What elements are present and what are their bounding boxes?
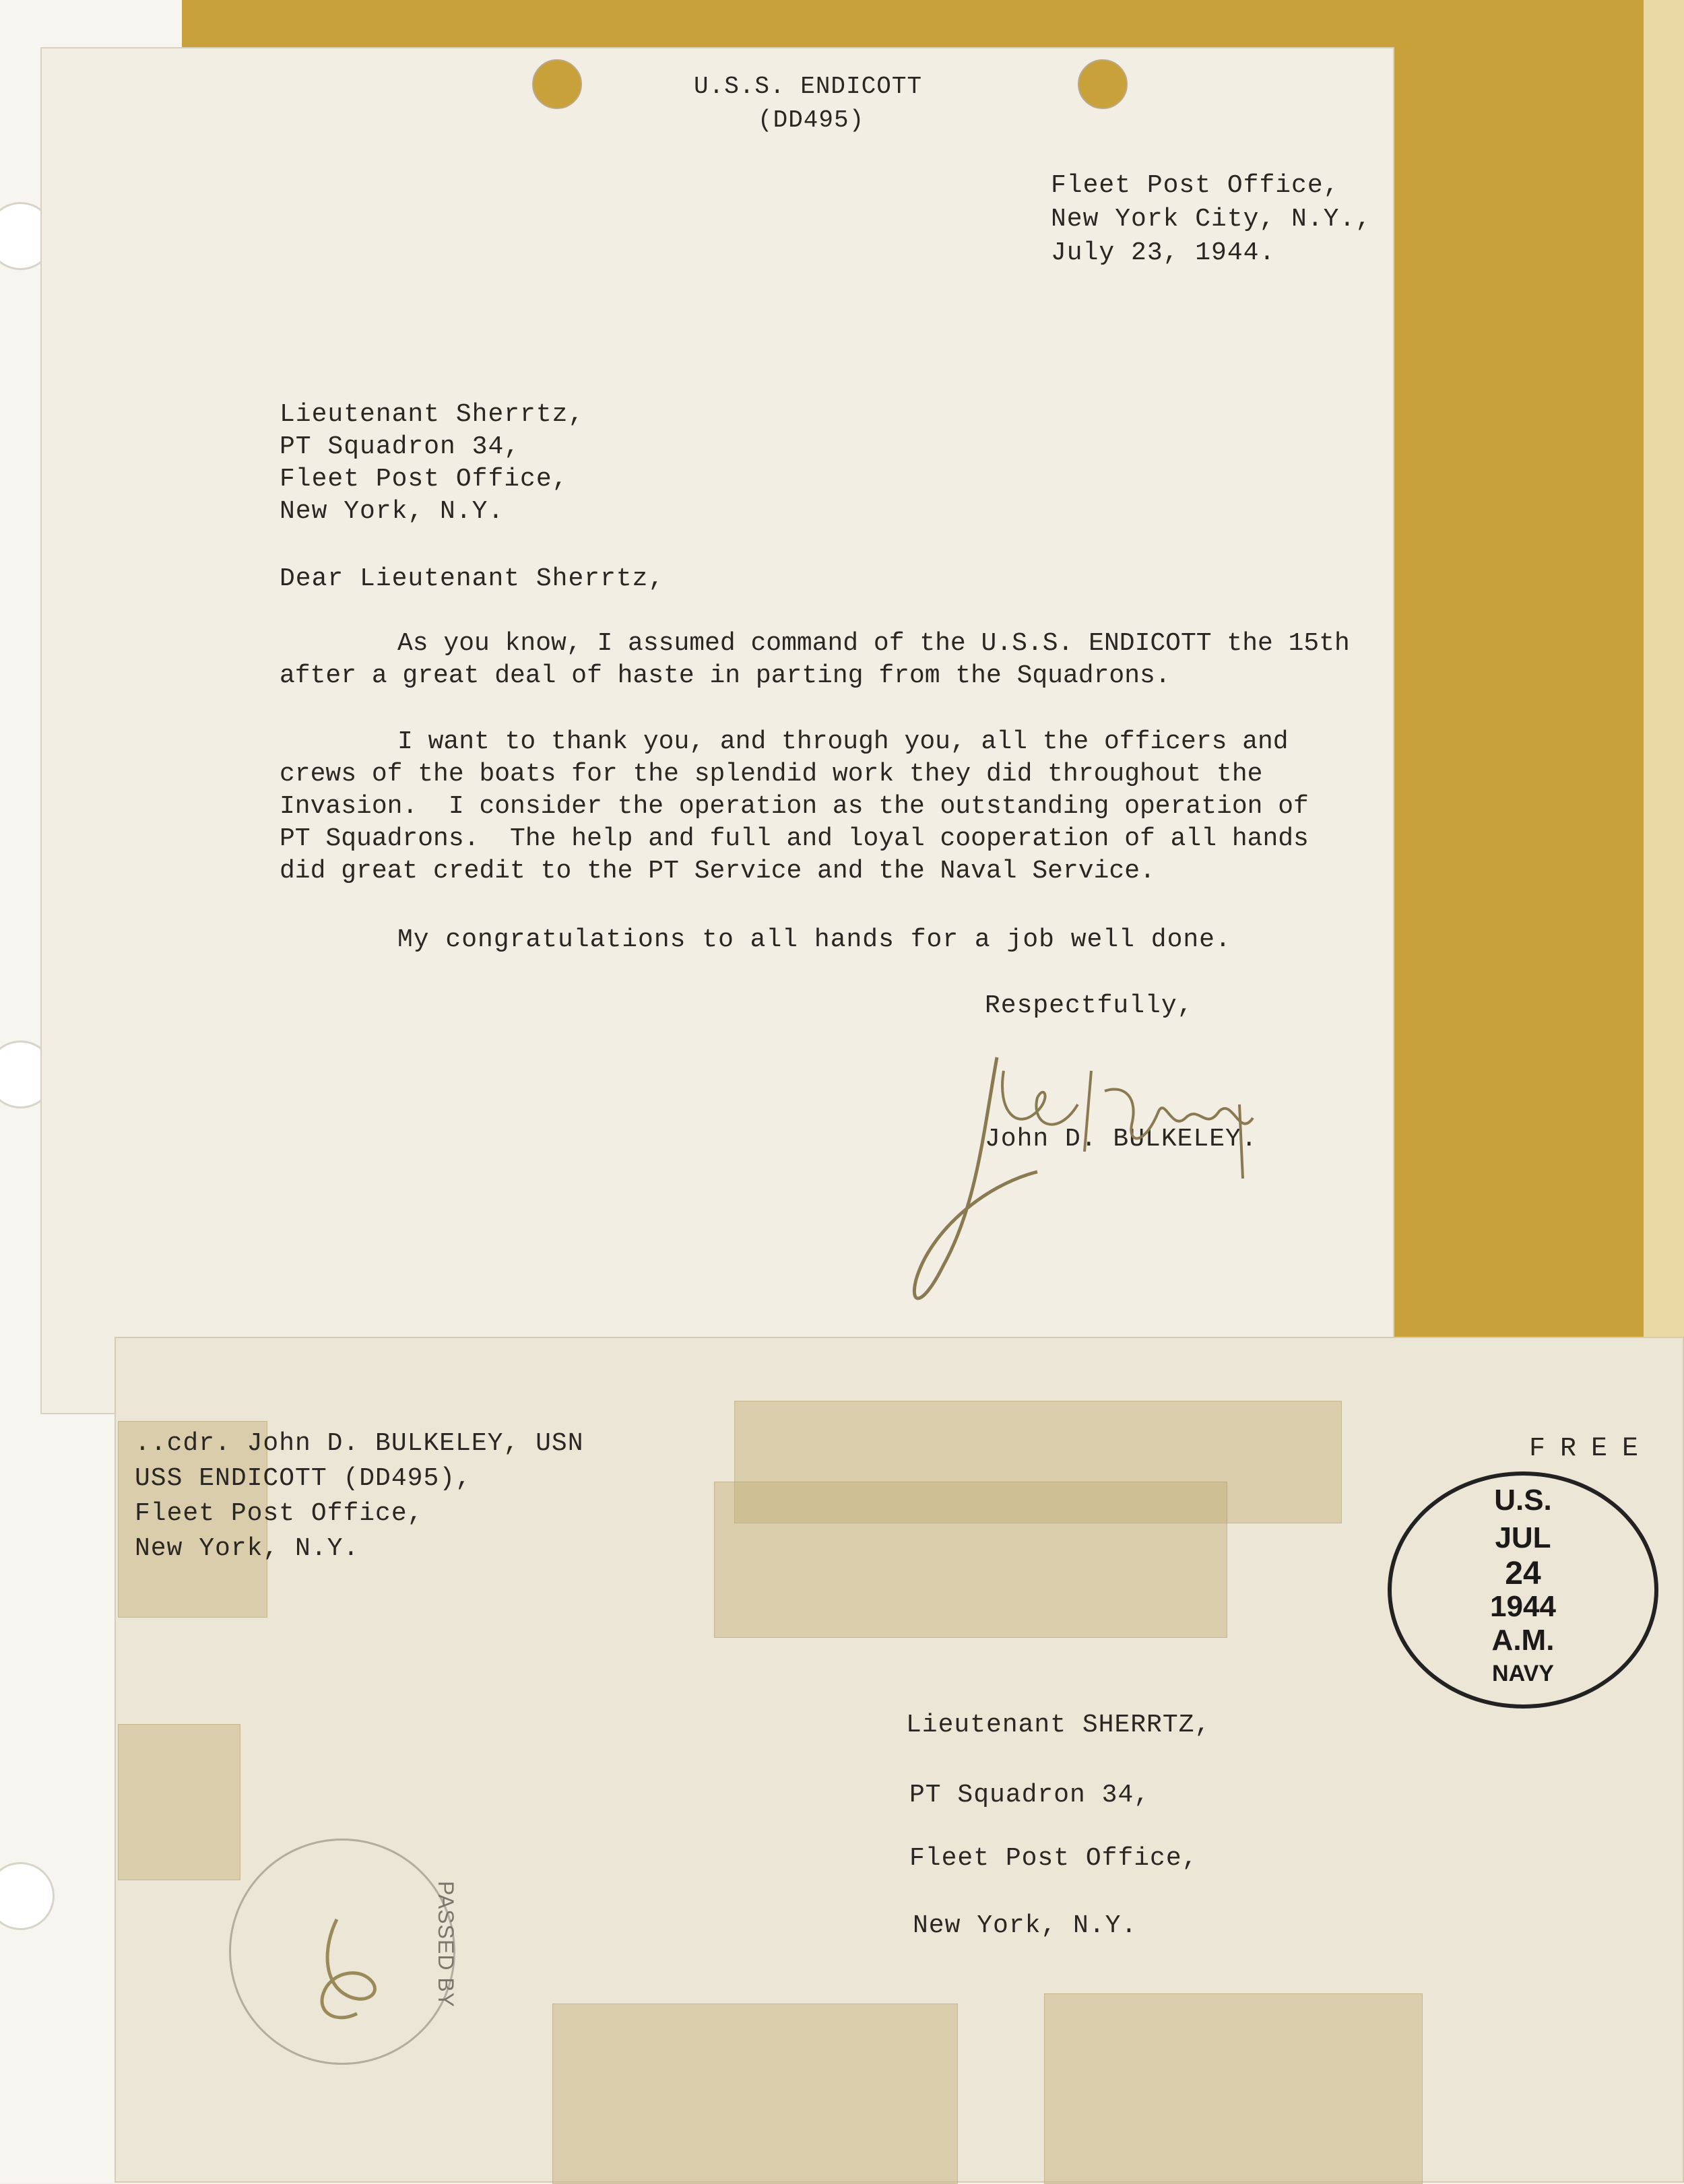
body-line: PT Squadrons. The help and full and loyal cooperation of all hands bbox=[280, 824, 1309, 853]
postmark-month: JUL bbox=[1495, 1521, 1551, 1554]
handwritten-signature bbox=[903, 1030, 1266, 1320]
body-line: I want to thank you, and through you, all the officers and bbox=[397, 727, 1289, 756]
signature-name: John D. BULKELEY. bbox=[985, 1125, 1258, 1154]
binder-hole bbox=[0, 1862, 55, 1930]
postmark-day: 24 bbox=[1505, 1556, 1541, 1591]
body-line: did great credit to the PT Service and the Naval Service. bbox=[280, 857, 1155, 886]
recipient-line: PT Squadron 34, bbox=[280, 432, 521, 461]
salutation: Dear Lieutenant Sherrtz, bbox=[280, 564, 665, 593]
letter-date: July 23, 1944. bbox=[1051, 238, 1276, 267]
postmark-time: A.M. bbox=[1491, 1624, 1555, 1657]
postmark-service: NAVY bbox=[1492, 1661, 1554, 1686]
tape-strip bbox=[118, 1724, 240, 1880]
recipient-line: New York, N.Y. bbox=[280, 497, 505, 526]
body-line: after a great deal of haste in parting from the Squadrons. bbox=[280, 661, 1171, 690]
envelope-recipient-line: New York, N.Y. bbox=[913, 1911, 1138, 1940]
censor-initials bbox=[303, 1913, 397, 2027]
free-frank-mark: FREE bbox=[1529, 1434, 1654, 1464]
body-line: crews of the boats for the splendid work they did throughout the bbox=[280, 760, 1263, 789]
body-line: Invasion. I consider the operation as the outstanding operation of bbox=[280, 792, 1309, 821]
ship-name: U.S.S. ENDICOTT bbox=[694, 73, 923, 100]
paragraph-1 bbox=[280, 628, 1425, 692]
body-line: As you know, I assumed command of the U.S.S. ENDICOTT the 15th bbox=[397, 629, 1350, 658]
paragraph-3: My congratulations to all hands for a job well done. bbox=[397, 925, 1231, 954]
tape-strip bbox=[714, 1482, 1227, 1638]
postmark-year: 1944 bbox=[1490, 1590, 1556, 1623]
punch-hole bbox=[532, 59, 582, 109]
return-address-line: Fleet Post Office, bbox=[1051, 171, 1340, 200]
closing: Respectfully, bbox=[985, 991, 1194, 1020]
sender-line: Fleet Post Office, bbox=[135, 1499, 424, 1528]
recipient-line: Fleet Post Office, bbox=[280, 465, 569, 494]
tape-strip bbox=[552, 2004, 958, 2184]
tape-strip bbox=[1044, 1993, 1423, 2184]
paragraph-2 bbox=[280, 726, 1425, 888]
envelope-recipient-line: Lieutenant SHERRTZ, bbox=[906, 1711, 1211, 1740]
punch-hole bbox=[1078, 59, 1128, 109]
censor-stamp-text: PASSED BY bbox=[434, 1880, 459, 2008]
hull-number: (DD495) bbox=[758, 106, 865, 134]
sender-line: USS ENDICOTT (DD495), bbox=[135, 1464, 472, 1493]
recipient-line: Lieutenant Sherrtz, bbox=[280, 400, 585, 429]
sender-line: ..cdr. John D. BULKELEY, USN bbox=[135, 1429, 584, 1458]
envelope-recipient-line: PT Squadron 34, bbox=[909, 1781, 1151, 1810]
sender-line: New York, N.Y. bbox=[135, 1534, 360, 1563]
return-address-line: New York City, N.Y., bbox=[1051, 205, 1372, 234]
envelope-recipient-line: Fleet Post Office, bbox=[909, 1844, 1198, 1873]
postmark-top: U.S. bbox=[1494, 1484, 1552, 1517]
postmark bbox=[1388, 1471, 1658, 1709]
